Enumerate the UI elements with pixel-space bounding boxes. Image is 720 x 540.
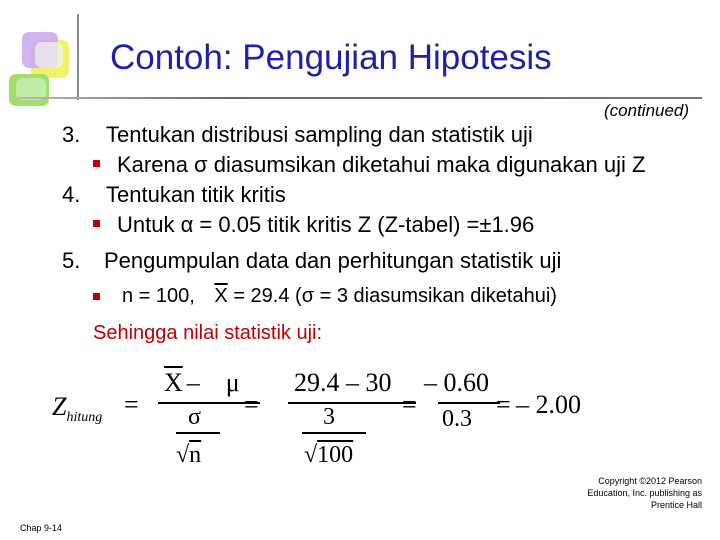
fraction3-numerator: – 0.60 [424, 368, 489, 397]
copyright-footer [570, 475, 702, 511]
equals-sign: = [244, 390, 259, 419]
data-line [122, 285, 557, 308]
bullet-icon [93, 160, 100, 167]
header-horizontal-divider [18, 97, 702, 99]
bullet-icon [93, 220, 100, 227]
fraction1-den-sqrt: √n [176, 442, 202, 468]
item-text: Tentukan titik kritis [106, 182, 286, 207]
copyright-line: Copyright ©2012 Pearson [598, 476, 702, 486]
item-text: Pengumpulan data dan perhitungan statistik uji [104, 248, 562, 273]
sub-item-text: Karena σ diasumsikan diketahui maka digunakan uji Z [117, 152, 646, 177]
item-text: Tentukan distribusi sampling dan statistik uji [106, 122, 533, 147]
item-number: 5. [62, 248, 81, 273]
fraction2-numerator: 29.4 – 30 [294, 368, 392, 397]
fraction2-den-value: 3 [323, 404, 335, 430]
fraction2-bar [288, 402, 416, 404]
sub-item-text: Untuk α = 0.05 titik kritis Z (Z-tabel) =±1.96 [117, 212, 535, 237]
fraction1-den-bar [176, 432, 220, 434]
sample-mean-text: = 29.4 (σ = 3 diasumsikan diketahui) [233, 285, 557, 307]
test-statistic-formula [38, 362, 598, 474]
equals-sign: = [496, 390, 511, 419]
item-number: 3. [62, 122, 81, 147]
slide-title: Contoh: Pengujian Hipotesis [110, 38, 552, 77]
formula-result: – 2.00 [516, 390, 581, 419]
sample-mean-symbol: $\overline{X}$ [214, 285, 228, 307]
sample-size-text: n = 100, [122, 285, 195, 307]
formula-lhs: $Z_{hitung}$ [52, 392, 103, 425]
fraction3-denominator: 0.3 [442, 406, 472, 432]
bullet-icon [93, 293, 100, 300]
fraction2-den-sqrt: √100 [304, 442, 354, 468]
item-number: 4. [62, 182, 81, 207]
continued-label: (continued) [604, 101, 690, 120]
equals-sign: = [402, 390, 417, 419]
conclusion-text: Sehingga nilai statistik uji: [93, 322, 323, 344]
fraction2-den-bar [302, 432, 366, 434]
header-vertical-divider [77, 14, 79, 100]
fraction1-den-sigma: σ [188, 404, 201, 430]
equals-sign: = [124, 390, 139, 419]
copyright-line: Prentice Hall [650, 500, 702, 510]
fraction3-bar [438, 402, 500, 404]
fraction1-numerator: $\overline{X}$ – μ [164, 368, 240, 397]
copyright-line: Education, Inc. publishing as [587, 488, 702, 498]
chapter-footer: Chap 9-14 [20, 523, 63, 533]
